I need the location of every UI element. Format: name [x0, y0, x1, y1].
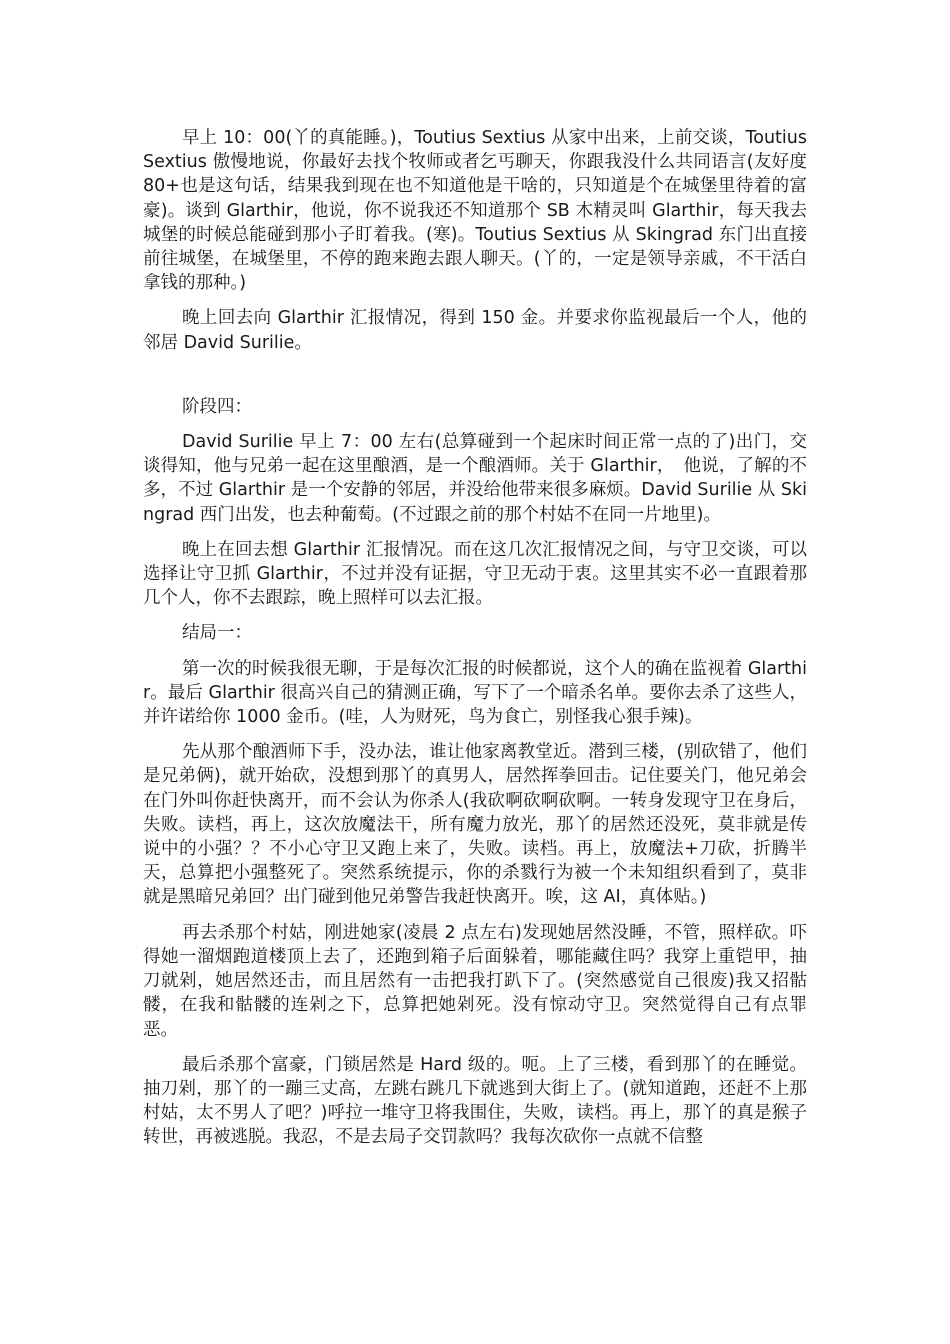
spacer [143, 910, 807, 921]
document-page [143, 126, 807, 1150]
paragraph-rich-man: 最后杀那个富豪，门锁居然是 Hard 级的。呃。上了三楼，看到那丫的在睡觉。抽刀剁，那丫的一蹦三丈高，左跳右跳几下就逃到大街上了。(就知道跑，还赶不上那村姑，太不男人了吧？)呼拉一堆守卫将我围住，失败，读档。再上，那丫的真是猴子转世，再被逃脱。我忍，不是去局子交罚款吗？我每次砍你一点就不信整 [143, 1054, 807, 1148]
section-heading-ending-one: 结局一： [182, 623, 252, 644]
spacer [143, 295, 807, 306]
spacer [143, 355, 807, 395]
paragraph-village-girl: 再去杀那个村姑，刚进她家(凌晨 2 点左右)发现她居然没睡，不管，照样砍。吓得她一溜烟跑道楼顶上去了，还跑到箱子后面躲着，哪能藏住吗？我穿上重铠甲，抽刀就剁，她居然还击，而且居然有一击把我打趴下了。(突然感觉自己很废)我又招骷髅，在我和骷髅的连剁之下，总算把她剁死。没有惊动守卫。突然觉得自己有点罪恶。 [143, 922, 807, 1040]
paragraph-brewer: 先从那个酿酒师下手，没办法，谁让他家离教堂近。潜到三楼，(别砍错了，他们是兄弟俩)，就开始砍，没想到那丫的真男人，居然挥拳回击。记住要关门，他兄弟会在门外叫你赶快离开，而不会认为你杀人(我砍啊砍啊砍啊。一转身发现守卫在身后，失败。读档，再上，这次放魔法干，所有魔力放光，那丫的居然还没死，莫非就是传说中的小强？？不小心守卫又跑上来了，失败。读档。再上，放魔法+刀砍，折腾半天，总算把小强整死了。突然系统提示，你的杀戮行为被一个未知组织看到了，莫非就是黑暗兄弟回？出门碰到他兄弟警告我赶快离开。唉，这 AI，真体贴。) [143, 742, 807, 908]
paragraph-report-glarthir: 晚上回去向 Glarthir 汇报情况，得到 150 金。并要求你监视最后一个人，他的邻居 David Surilie。 [143, 308, 807, 353]
spacer [143, 610, 807, 621]
paragraph-toutius-sextius: 早上 10：00(丫的真能睡。)，Toutius Sextius 从家中出来，上前交谈，Toutius Sextius 傲慢地说，你最好去找个牧师或者乞丐聊天，你跟我没什么共同语言(友好度 80+也是这句话，结果我到现在也不知道他是干啥的，只知道是个在城堡里待着的富豪)。谈到 Glarthir，他说，你不说我还不知道那个 SB 木精灵叫 Glarthir，每天我去城堡的时候总能碰到那小子盯着我。(寒)。Toutius Sextius 从 Skingrad 东门出直接前往城堡，在城堡里，不停的跑来跑去跟人聊天。(丫的，一定是领导亲戚，不干活白拿钱的那种。) [143, 128, 807, 294]
paragraph-assassination-list: 第一次的时候我很无聊，于是每次汇报的时候都说，这个人的确在监视着 Glarthir。最后 Glarthir 很高兴自己的猜测正确，写下了一个暗杀名单。要你去杀了这些人，并许诺给你 1000 金币。(哇，人为财死，鸟为食亡，别怪我心狠手辣)。 [143, 658, 807, 728]
spacer [143, 419, 807, 430]
spacer [143, 646, 807, 657]
section-heading-stage-four: 阶段四： [182, 396, 252, 417]
paragraph-guard-option: 晚上在回去想 Glarthir 汇报情况。而在这几次汇报情况之间，与守卫交谈，可以选择让守卫抓 Glarthir，不过并没有证据，守卫无动于衷。这里其实不必一直跟着那几个人，你不去跟踪，晚上照样可以去汇报。 [143, 539, 807, 609]
paragraph-david-surilie: David Surilie 早上 7：00 左右(总算碰到一个起床时间正常一点的了)出门，交谈得知，他与兄弟一起在这里酿酒，是一个酿酒师。关于 Glarthir， 他说，了解的不多，不过 Glarthir 是一个安静的邻居，并没给他带来很多麻烦。David Surilie 从 Skingrad 西门出发，也去种葡萄。(不过跟之前的那个村姑不在同一片地里)。 [143, 432, 807, 525]
spacer [143, 527, 807, 538]
spacer [143, 729, 807, 740]
spacer [143, 1042, 807, 1053]
